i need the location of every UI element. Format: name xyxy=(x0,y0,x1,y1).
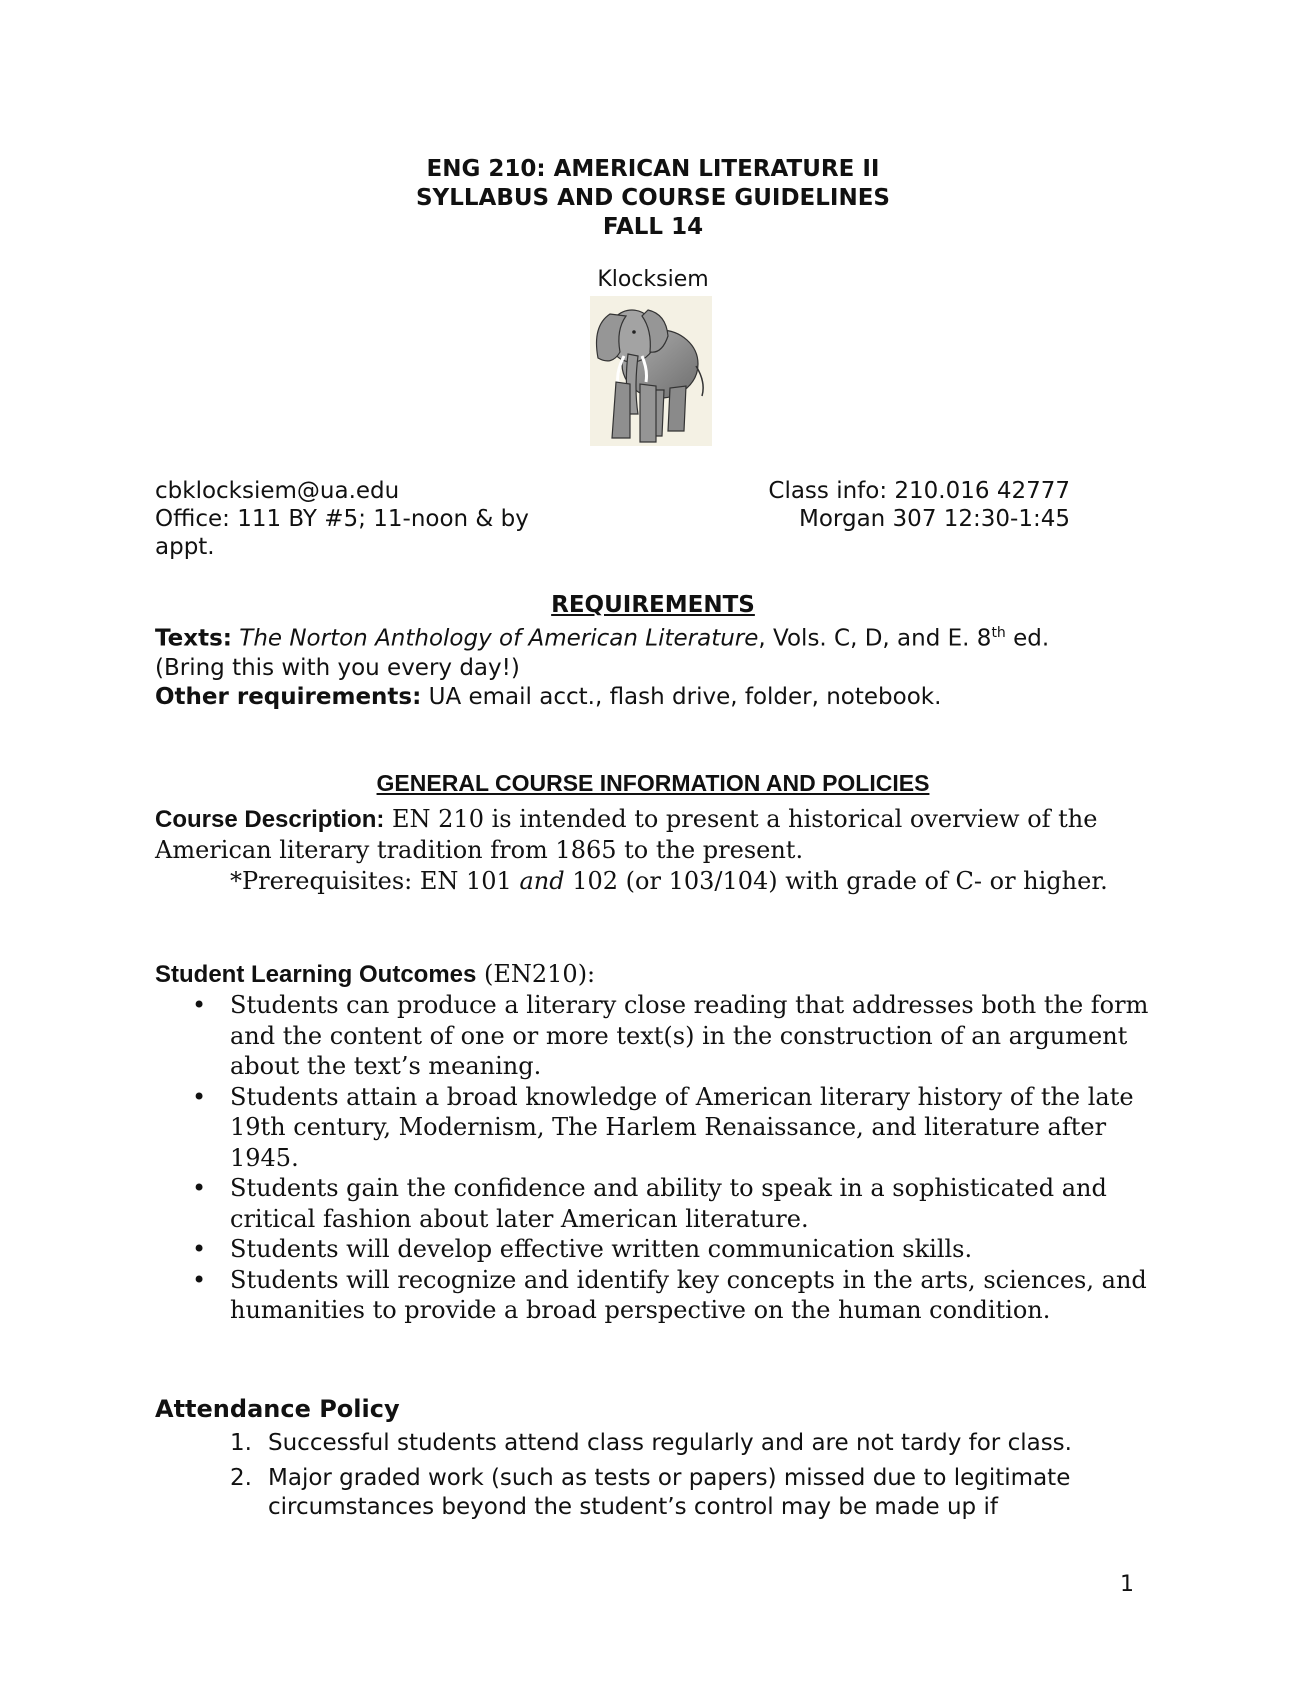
bullet: • xyxy=(192,1235,207,1263)
attendance-text: Major graded work (such as tests or papers) missed due to legitimate circumstances beyond the student’s control may be made up if xyxy=(268,1465,1071,1520)
title-term: FALL 14 xyxy=(602,214,704,240)
texts-note: (Bring this with you every day!) xyxy=(155,654,520,681)
contact-right xyxy=(700,477,1070,533)
list-item xyxy=(155,1464,1155,1522)
list-item xyxy=(155,1234,1155,1265)
learning-outcomes-list xyxy=(155,990,1155,1326)
item-number: 2. xyxy=(230,1465,252,1491)
attendance-heading: Attendance Policy xyxy=(155,1395,400,1423)
list-item xyxy=(155,1173,1155,1234)
class-info: Class info: 210.016 42777 xyxy=(768,478,1070,504)
attendance-text: Successful students attend class regularly and are not tardy for class. xyxy=(268,1430,1072,1456)
outcome-text: Students can produce a literary close reading that addresses both the form and the content of one or more text(s) in the construction of an argument about the text’s meaning. xyxy=(230,991,1149,1080)
list-item xyxy=(155,990,1155,1082)
outcome-text: Students attain a broad knowledge of American literary history of the late 19th century, Modernism, The Harlem Renaissance, and literature after 1945. xyxy=(230,1082,1134,1172)
outcome-text: Students will develop effective written communication skills. xyxy=(230,1235,973,1263)
document-title xyxy=(0,155,1306,242)
office-hours: Office: 111 BY #5; 11-noon & by appt. xyxy=(155,506,529,560)
title-subtitle: SYLLABUS AND COURSE GUIDELINES xyxy=(415,185,890,211)
requirements-section xyxy=(155,619,1155,712)
general-heading: GENERAL COURSE INFORMATION AND POLICIES xyxy=(376,770,930,796)
texts-sup: th xyxy=(991,625,1006,641)
other-requirements xyxy=(155,683,1155,712)
bullet: • xyxy=(192,1265,207,1294)
contact-left xyxy=(155,477,585,561)
learning-outcomes-label: Student Learning Outcomes xyxy=(155,961,477,988)
list-item xyxy=(155,1429,1155,1458)
instructor-name: Klocksiem xyxy=(597,267,709,292)
list-item xyxy=(155,1082,1155,1174)
bullet: • xyxy=(192,991,207,1019)
course-description xyxy=(155,804,1115,897)
item-number: 1. xyxy=(230,1430,252,1456)
description-paragraph xyxy=(155,804,1115,866)
title-course: ENG 210: AMERICAN LITERATURE II xyxy=(426,156,880,182)
elephant-illustration xyxy=(590,296,712,446)
prerequisites xyxy=(155,866,1115,897)
list-item xyxy=(155,1265,1155,1326)
class-location: Morgan 307 12:30-1:45 xyxy=(799,506,1070,532)
texts-rest: , Vols. C, D, and E. 8 xyxy=(758,625,992,652)
description-label: Course Description: xyxy=(155,806,385,833)
prereq-and: and xyxy=(519,867,565,895)
email[interactable]: cbklocksiem@ua.edu xyxy=(155,478,400,504)
prereq-start: *Prerequisites: EN 101 xyxy=(230,867,520,895)
texts-line xyxy=(155,619,1155,654)
texts-end: ed. xyxy=(1005,625,1050,652)
other-value: UA email acct., flash drive, folder, notebook. xyxy=(421,683,942,710)
learning-outcomes-heading xyxy=(155,960,1115,989)
other-label: Other requirements: xyxy=(155,683,422,710)
requirements-heading: REQUIREMENTS xyxy=(551,592,755,618)
outcome-text: Students will recognize and identify key concepts in the arts, sciences, and humanities to provide a broad perspective on the human condition. xyxy=(230,1265,1147,1324)
bullet: • xyxy=(192,1082,207,1111)
attendance-list xyxy=(155,1429,1155,1528)
page-number: 1 xyxy=(1120,1572,1134,1597)
texts-label: Texts: xyxy=(155,625,232,652)
description-text: EN 210 is intended to present a historical overview of the American literary tradition from 1865 to the present. xyxy=(155,805,1098,864)
texts-title: The Norton Anthology of American Literature xyxy=(239,625,759,652)
bullet: • xyxy=(192,1174,207,1202)
learning-outcomes-suffix: (EN210): xyxy=(476,960,596,988)
prereq-end: 102 (or 103/104) with grade of C- or higher. xyxy=(564,867,1108,895)
outcome-text: Students gain the confidence and ability to speak in a sophisticated and critical fashion about later American literature. xyxy=(230,1174,1107,1233)
